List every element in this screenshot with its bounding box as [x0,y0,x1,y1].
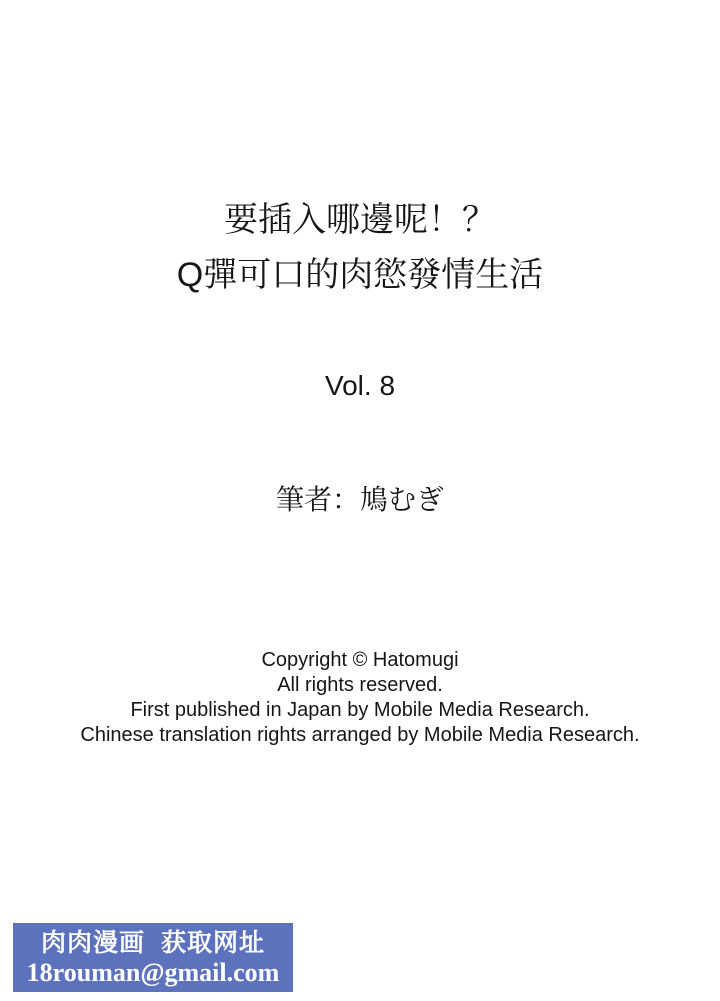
watermark-site-name: 肉肉漫画 [40,929,145,957]
copyright-line-4: Chinese translation rights arranged by Mobile Media Research. [80,724,640,746]
volume-label: Vol. 8 [324,370,396,401]
book-title-line1: 要插入哪邊呢！？ [224,201,496,239]
watermark-banner [13,923,293,992]
watermark-email: 18rouman@gmail.com [26,958,280,987]
watermark-site-cta: 获取网址 [161,929,266,957]
author-credit: 筆者：鳩むぎ [275,484,444,515]
watermark-site-line [13,929,293,957]
copyright-line-2: All rights reserved. [277,674,443,696]
book-title-line2: Q彈可口的肉慾發情生活 [176,256,544,294]
copyright-line-1: Copyright © Hatomugi [261,649,459,671]
book-title [0,193,720,303]
copyright-block [0,648,720,748]
copyright-line-3: First published in Japan by Mobile Media Research. [130,699,590,721]
